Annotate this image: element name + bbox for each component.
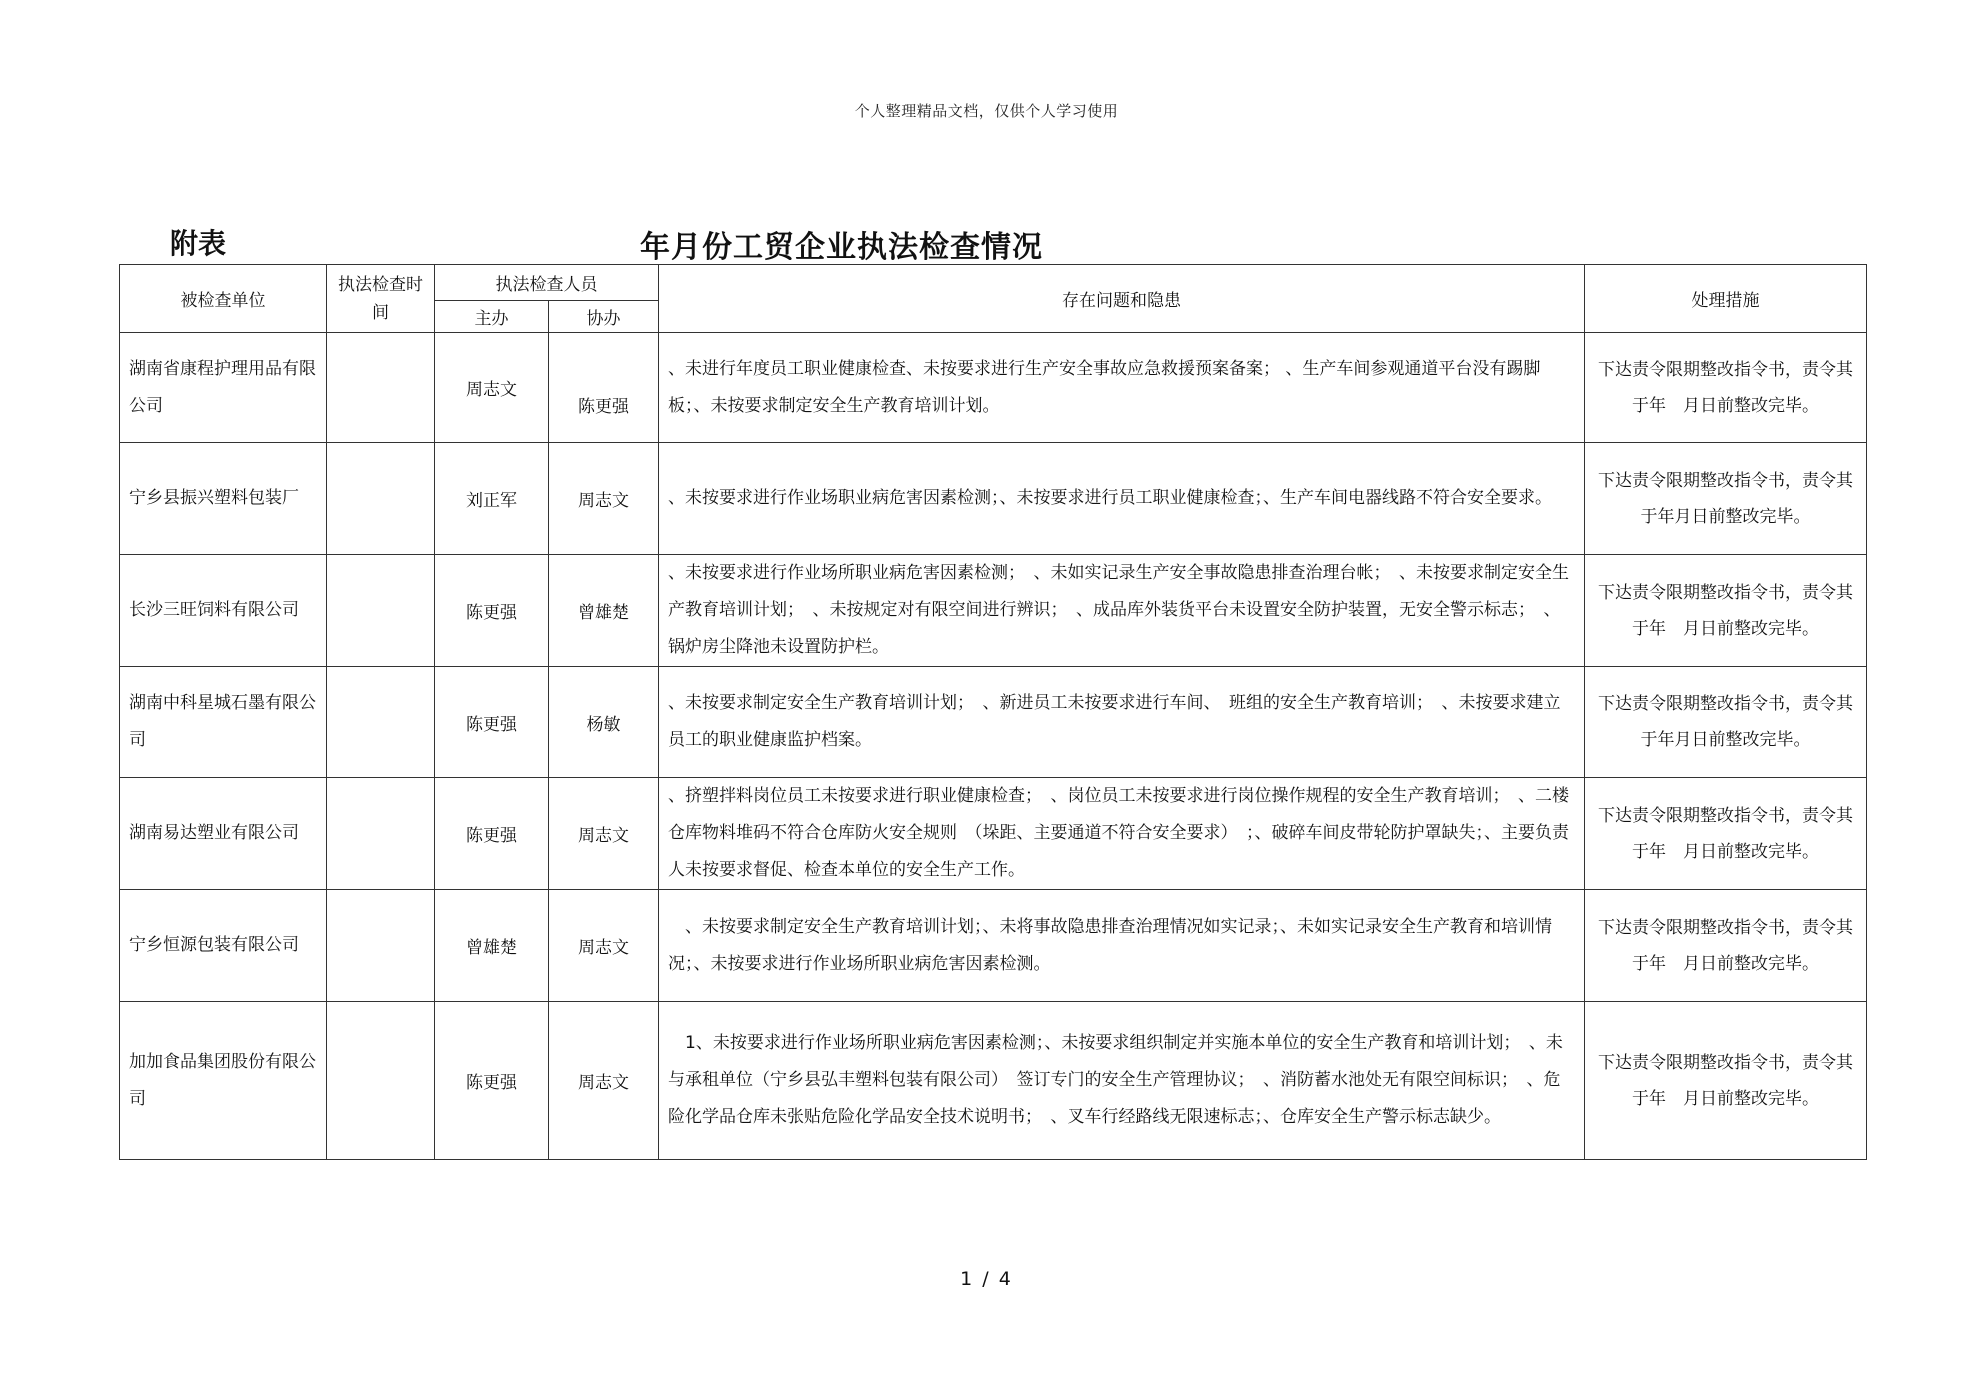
table-row (120, 1002, 1867, 1160)
cell-measure: 下达责令限期整改指令书，责令其于年 月日前整改完毕。 (1585, 1002, 1867, 1160)
cell-lead: 陈更强 (435, 667, 549, 778)
header-unit: 被检查单位 (120, 265, 327, 333)
table-row (120, 443, 1867, 555)
cell-measure: 下达责令限期整改指令书，责令其于年 月日前整改完毕。 (1585, 333, 1867, 443)
cell-issues: 1、未按要求进行作业场所职业病危害因素检测；、未按要求组织制定并实施本单位的安全生产教育和培训计划； 、未与承租单位（宁乡县弘丰塑料包装有限公司） 签订专门的安全生产管理协议； 、消防蓄水池处无有限空间标识； 、危险化学品仓库未张贴危险化学品安全技术说明书； 、叉车行经路线无限速标志；、仓库安全生产警示标志缺少。 (659, 1002, 1585, 1160)
cell-measure: 下达责令限期整改指令书，责令其于年 月日前整改完毕。 (1585, 890, 1867, 1002)
table-row (120, 333, 1867, 443)
inspection-table (119, 264, 1867, 1160)
cell-time (327, 555, 435, 667)
cell-assist: 周志文 (549, 890, 659, 1002)
cell-lead: 陈更强 (435, 778, 549, 890)
cell-assist: 周志文 (549, 1002, 659, 1160)
cell-assist: 陈更强 (549, 333, 659, 443)
cell-lead: 曾雄楚 (435, 890, 549, 1002)
cell-time (327, 778, 435, 890)
cell-time (327, 1002, 435, 1160)
cell-unit: 湖南中科星城石墨有限公司 (120, 667, 327, 778)
cell-measure: 下达责令限期整改指令书，责令其于年月日前整改完毕。 (1585, 667, 1867, 778)
header-issues: 存在问题和隐患 (659, 265, 1585, 333)
cell-unit: 长沙三旺饲料有限公司 (120, 555, 327, 667)
cell-lead: 陈更强 (435, 1002, 549, 1160)
cell-unit: 湖南省康程护理用品有限公司 (120, 333, 327, 443)
header-assist: 协办 (549, 301, 659, 333)
cell-lead: 刘正军 (435, 443, 549, 555)
cell-lead: 陈更强 (435, 555, 549, 667)
cell-unit: 宁乡恒源包装有限公司 (120, 890, 327, 1002)
header-row (120, 265, 1867, 301)
cell-assist: 周志文 (549, 443, 659, 555)
table-row (120, 667, 1867, 778)
cell-measure: 下达责令限期整改指令书，责令其于年 月日前整改完毕。 (1585, 778, 1867, 890)
table-row (120, 778, 1867, 890)
cell-measure: 下达责令限期整改指令书，责令其于年月日前整改完毕。 (1585, 443, 1867, 555)
header-measures: 处理措施 (1585, 265, 1867, 333)
title-row (170, 222, 1870, 266)
page-number: 1 / 4 (960, 1268, 1013, 1290)
cell-issues: 、未进行年度员工职业健康检查、未按要求进行生产安全事故应急救援预案备案； 、生产车间参观通道平台没有踢脚板；、未按要求制定安全生产教育培训计划。 (659, 333, 1585, 443)
appendix-label: 附表 (170, 227, 227, 260)
cell-unit: 宁乡县振兴塑料包装厂 (120, 443, 327, 555)
cell-issues: 、未按要求制定安全生产教育培训计划； 、新进员工未按要求进行车间、 班组的安全生产教育培训； 、未按要求建立员工的职业健康监护档案。 (659, 667, 1585, 778)
page-title: 年月份工贸企业执法检查情况 (640, 230, 1043, 265)
cell-issues: 、未按要求进行作业场所职业病危害因素检测； 、未如实记录生产安全事故隐患排查治理台帐； 、未按要求制定安全生产教育培训计划； 、未按规定对有限空间进行辨识； 、成品库外装货平台未设置安全防护装置，无安全警示标志； 、锅炉房尘降池未设置防护栏。 (659, 555, 1585, 667)
cell-assist: 周志文 (549, 778, 659, 890)
table-row (120, 555, 1867, 667)
cell-issues: 、未按要求进行作业场职业病危害因素检测；、未按要求进行员工职业健康检查；、生产车间电器线路不符合安全要求。 (659, 443, 1585, 555)
header-personnel: 执法检查人员 (435, 265, 659, 301)
table-row (120, 890, 1867, 1002)
cell-time (327, 333, 435, 443)
cell-assist: 曾雄楚 (549, 555, 659, 667)
cell-lead: 周志文 (435, 333, 549, 443)
cell-time (327, 443, 435, 555)
cell-unit: 湖南易达塑业有限公司 (120, 778, 327, 890)
watermark-header: 个人整理精品文档，仅供个人学习使用 (854, 102, 1119, 120)
header-lead: 主办 (435, 301, 549, 333)
header-time: 执法检查时间 (327, 265, 435, 333)
cell-issues: 、未按要求制定安全生产教育培训计划；、未将事故隐患排查治理情况如实记录；、未如实记录安全生产教育和培训情况；、未按要求进行作业场所职业病危害因素检测。 (659, 890, 1585, 1002)
cell-unit: 加加食品集团股份有限公司 (120, 1002, 327, 1160)
cell-time (327, 667, 435, 778)
cell-issues: 、挤塑拌料岗位员工未按要求进行职业健康检查； 、岗位员工未按要求进行岗位操作规程的安全生产教育培训； 、二楼仓库物料堆码不符合仓库防火安全规则 （垛距、主要通道不符合安全要求） ；、破碎车间皮带轮防护罩缺失；、主要负责人未按要求督促、检查本单位的安全生产工作。 (659, 778, 1585, 890)
cell-time (327, 890, 435, 1002)
cell-assist: 杨敏 (549, 667, 659, 778)
cell-measure: 下达责令限期整改指令书，责令其于年 月日前整改完毕。 (1585, 555, 1867, 667)
